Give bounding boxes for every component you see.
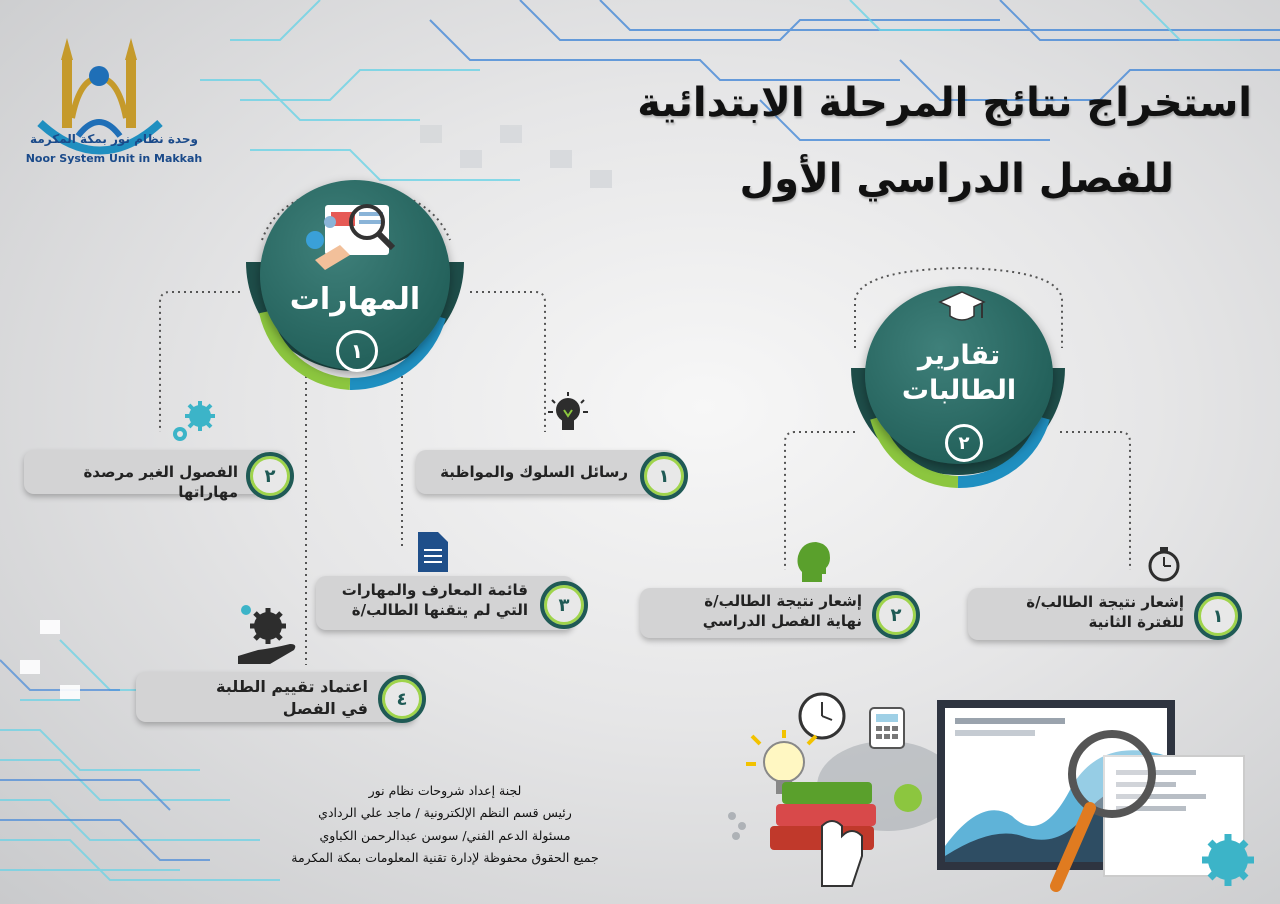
skills-item-3-label-line1: قائمة المعارف والمهارات — [341, 581, 528, 599]
reports-item-2-badge: ٢ — [872, 591, 920, 639]
skills-hub-number: ١ — [336, 330, 378, 372]
reports-item-2[interactable] — [640, 588, 908, 638]
logo-english-text: Noor System Unit in Makkah — [25, 152, 203, 165]
skills-item-4-label-line1: اعتماد تقييم الطلبة — [215, 677, 368, 696]
skills-item-4-badge: ٤ — [378, 675, 426, 723]
skills-item-3-label-line2: التي لم يتقنها الطالب/ة — [351, 601, 528, 620]
head-icon — [796, 540, 832, 584]
skills-item-1-badge: ١ — [640, 452, 688, 500]
skills-item-2-label: الفصول الغير مرصدة مهاراتها — [83, 463, 238, 502]
hand-gear-icon — [234, 600, 302, 668]
page-title-line2: للفصل الدراسي الأول — [739, 156, 1174, 202]
reports-item-1-label-line2: للفترة الثانية — [1088, 613, 1184, 632]
gears-icon — [168, 400, 218, 446]
credits-line-4: جميع الحقوق محفوظة لإدارة تقنية المعلومات بمكة المكرمة — [291, 849, 599, 865]
graduation-cap-icon — [938, 290, 986, 326]
clock-icon — [1146, 546, 1182, 582]
skills-item-4-label-line2: في الفصل — [282, 698, 368, 718]
skills-item-1-label: رسائل السلوك والمواظبة — [440, 463, 628, 481]
skills-item-3[interactable] — [316, 576, 574, 630]
credits-line-3: مسئولة الدعم الفني/ سوسن عبدالرحمن الكباوي — [319, 827, 571, 843]
skills-item-4-label — [216, 676, 368, 719]
reports-hub-number: ٢ — [945, 424, 983, 462]
skills-item-4[interactable] — [136, 672, 416, 722]
logo-arabic-text: وحدة نظام نور بمكة المكرمة — [30, 132, 198, 146]
reports-hub-title-line2: الطالبات — [901, 375, 1017, 407]
reports-item-1-label-line1: إشعار نتيجة الطالب/ة — [1026, 593, 1184, 611]
reports-item-2-label — [703, 591, 862, 632]
skills-analysis-icon — [295, 200, 405, 280]
reports-item-1[interactable] — [968, 588, 1230, 640]
reports-item-1-badge: ١ — [1194, 592, 1242, 640]
skills-item-2-badge: ٢ — [246, 452, 294, 500]
lightbulb-icon — [548, 392, 588, 440]
reports-item-2-label-line1: إشعار نتيجة الطالب/ة — [704, 592, 862, 610]
page-title-line1: استخراج نتائج المرحلة الابتدائية — [637, 80, 1252, 126]
document-icon — [416, 530, 450, 574]
skills-item-1[interactable] — [416, 450, 676, 494]
skills-item-2[interactable] — [24, 450, 286, 502]
skills-hub-title: المهارات — [289, 282, 421, 317]
credits-line-2: رئيس قسم النظم الإلكترونية / ماجد علي الردادي — [318, 805, 572, 821]
credits-block — [265, 780, 625, 869]
analytics-illustration — [712, 676, 1280, 904]
reports-hub-title-line1: تقارير — [917, 340, 1001, 371]
reports-hub-title — [865, 338, 1053, 408]
reports-item-2-label-line2: نهاية الفصل الدراسي — [702, 612, 862, 631]
reports-item-1-label — [1026, 592, 1184, 633]
skills-item-3-badge: ٣ — [540, 581, 588, 629]
skills-item-3-label — [342, 580, 528, 621]
credits-line-1: لجنة إعداد شروحات نظام نور — [368, 783, 522, 798]
